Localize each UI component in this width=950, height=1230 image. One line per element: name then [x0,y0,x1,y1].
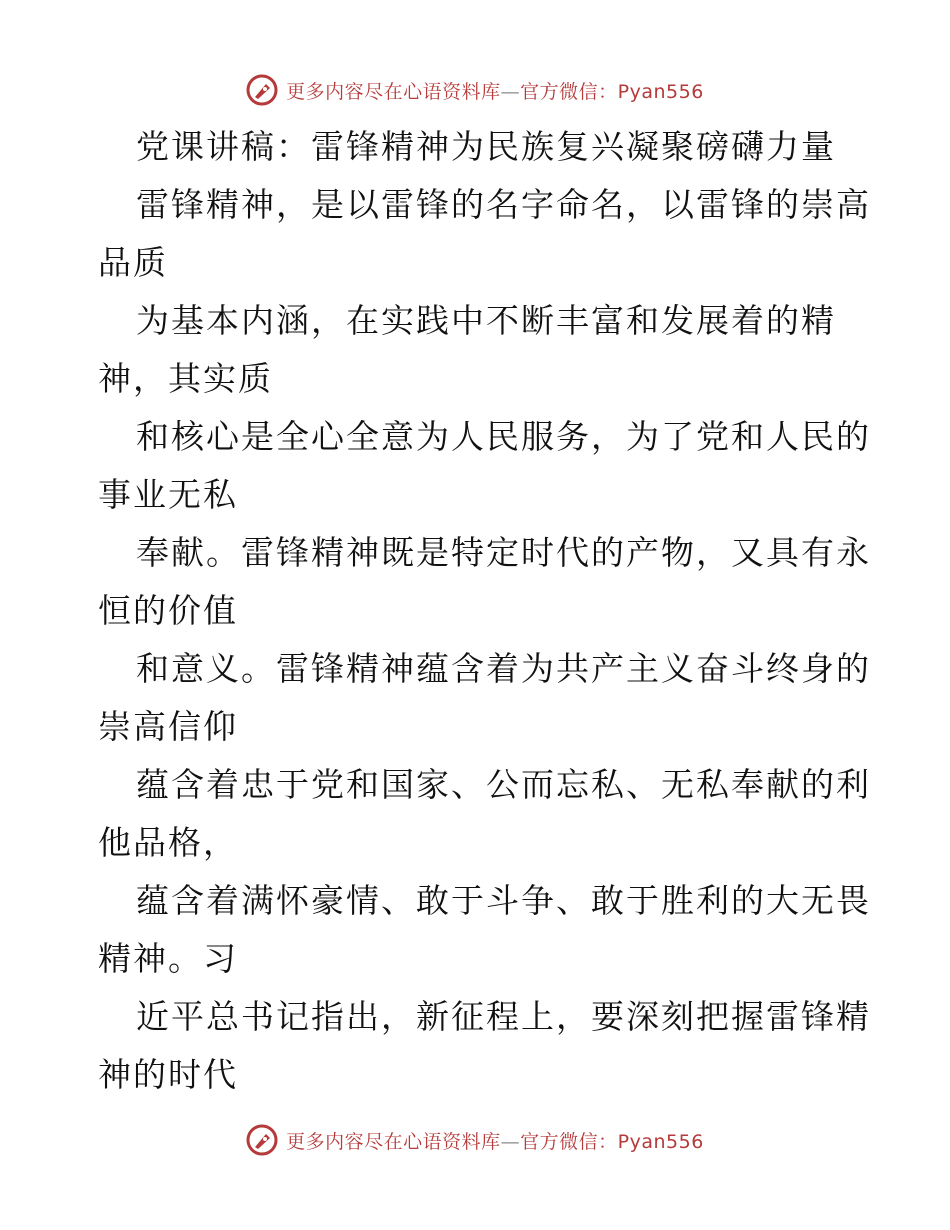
document-line: 品质 [98,243,168,282]
document-line: 党课讲稿：雷锋精神为民族复兴凝聚磅礴力量 [136,127,836,166]
document-line: 雷锋精神，是以雷锋的名字命名，以雷锋的崇高 [136,185,871,224]
pen-nib-logo-icon [246,1124,278,1156]
document-line: 精神。习 [98,939,238,978]
document-line: 近平总书记指出，新征程上，要深刻把握雷锋精 [136,997,871,1036]
footer-banner-separator: — [500,1130,521,1153]
document-line: 蕴含着忠于党和国家、公而忘私、无私奉献的利 [136,765,871,804]
document-line: 蕴含着满怀豪情、敢于斗争、敢于胜利的大无畏 [136,881,871,920]
document-line: 和意义。雷锋精神蕴含着为共产主义奋斗终身的 [136,649,871,688]
document-line: 他品格， [98,823,238,862]
footer-banner [0,1120,950,1160]
document-line: 事业无私 [98,475,238,514]
document-line: 神的时代 [98,1055,238,1094]
footer-banner-title: 更多内容尽在心语资料库 [286,1130,501,1153]
footer-banner-contact: 官方微信：Pyan556 [520,1130,704,1153]
header-banner-text [286,77,704,104]
document-line: 恒的价值 [98,591,238,630]
header-banner [0,70,950,110]
header-banner-contact: 官方微信：Pyan556 [520,80,704,103]
document-line: 神，其实质 [98,359,273,398]
document-line: 为基本内涵，在实践中不断丰富和发展着的精 [136,301,836,340]
document-line: 和核心是全心全意为人民服务，为了党和人民的 [136,417,871,456]
document-body [98,118,871,1104]
pen-nib-logo-icon [246,74,278,106]
document-line: 奉献。雷锋精神既是特定时代的产物，又具有永 [136,533,871,572]
header-banner-separator: — [500,80,521,103]
footer-banner-text [286,1127,704,1154]
header-banner-title: 更多内容尽在心语资料库 [286,80,501,103]
document-line: 崇高信仰 [98,707,238,746]
